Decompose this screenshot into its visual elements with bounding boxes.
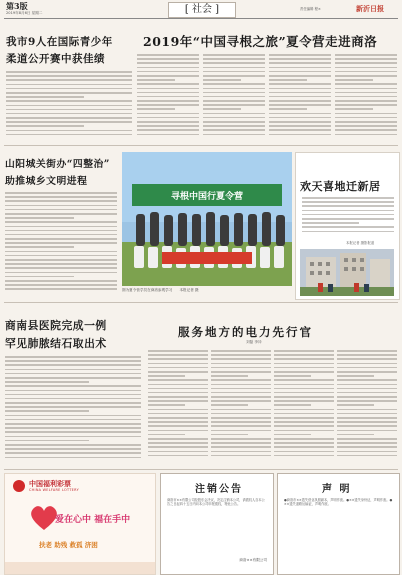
headline: 我市9人在国际青少年	[6, 36, 113, 48]
article-body-col2	[211, 350, 271, 464]
new-home-scene	[300, 249, 394, 296]
article-body-col4	[335, 54, 397, 140]
article-summer-camp	[137, 24, 398, 142]
headline: 2019年“中国寻根之旅”夏令营走进商洛	[143, 34, 378, 49]
divider	[4, 302, 398, 303]
lottery-brand: 中国福利彩票	[29, 480, 71, 488]
notice-body: ●商洛市××遗失营业执照副本，声明作废。●××遗失身份证，声明作废。●××遗失道路运输证，声明作废。	[284, 498, 393, 507]
section-label: 社会	[192, 4, 212, 15]
article-city-cleanup	[4, 152, 118, 298]
article-body	[302, 197, 394, 237]
article-byline: 本报记者 摄影报道	[346, 241, 375, 245]
notice-statement	[277, 473, 400, 575]
article-body-col4	[337, 350, 397, 464]
article-hospital	[4, 306, 144, 466]
camp-photo-scene	[122, 152, 292, 286]
notice-title: 声 明	[322, 484, 352, 495]
divider	[4, 145, 398, 146]
notice-body: 商洛市××有限公司经股东会决议，决定注销本公司，请债权人自本公告之日起四十五日内向本公司申报债权，特此公告。	[167, 498, 265, 507]
section-bracket-right: ]	[212, 4, 220, 15]
section-name	[168, 2, 236, 18]
new-home-photo	[300, 249, 394, 296]
header-rule	[4, 18, 398, 19]
notice-title: 注销公告	[195, 484, 243, 495]
notice-cancellation	[160, 473, 274, 575]
caption-byline: 本报记者 摄	[179, 288, 199, 292]
photo-banner-text: 寻根中国行夏令营	[170, 192, 243, 202]
section-bracket-left: [	[184, 4, 192, 15]
headline: 服务地方的电力先行官	[178, 325, 313, 339]
lottery-ad	[4, 473, 156, 575]
photo-caption	[122, 288, 292, 297]
editor-info: 责任编辑 程×	[300, 7, 321, 11]
article-body-col1	[148, 350, 208, 464]
page-date: 2019年8月6日 星期二	[6, 11, 43, 15]
masthead-logo: 新沂日报	[356, 4, 384, 13]
headline-line2: 助推城乡文明进程	[5, 176, 88, 187]
headline: 欢天喜地迁新居	[300, 180, 381, 193]
article-byline: 刘磊 李冲	[246, 340, 262, 344]
headline-line2: 柔道公开赛中获佳绩	[6, 53, 105, 65]
article-judo	[4, 24, 134, 142]
article-body	[5, 192, 117, 296]
article-body	[6, 71, 132, 139]
article-body-col1	[137, 54, 199, 140]
article-body	[5, 356, 141, 464]
article-body-col2	[203, 54, 265, 140]
lottery-footer-band	[5, 562, 155, 574]
lottery-logo-icon	[13, 480, 25, 492]
page-header	[0, 0, 402, 19]
notice-signature: 商洛××有限公司	[239, 558, 267, 562]
article-new-home	[295, 152, 400, 300]
article-body-col3	[274, 350, 334, 464]
lottery-brand-en: CHINA WELFARE LOTTERY	[29, 488, 79, 492]
camp-photo	[122, 152, 292, 286]
caption-text: 图为夏令营学员在商洛参观学习	[122, 288, 173, 292]
article-body-col3	[269, 54, 331, 140]
lottery-subslogan: 扶老 助残 救孤 济困	[39, 541, 98, 549]
lottery-slogan: 爱在心中 福在手中	[55, 515, 131, 525]
headline: 商南县医院完成一例	[5, 319, 107, 332]
page-label: 第3版	[6, 1, 28, 11]
headline: 山阳城关街办“四整治”	[5, 159, 110, 170]
headline-line2: 罕见肺脓结石取出术	[5, 337, 107, 350]
divider	[4, 469, 398, 470]
article-electricity	[148, 306, 398, 466]
